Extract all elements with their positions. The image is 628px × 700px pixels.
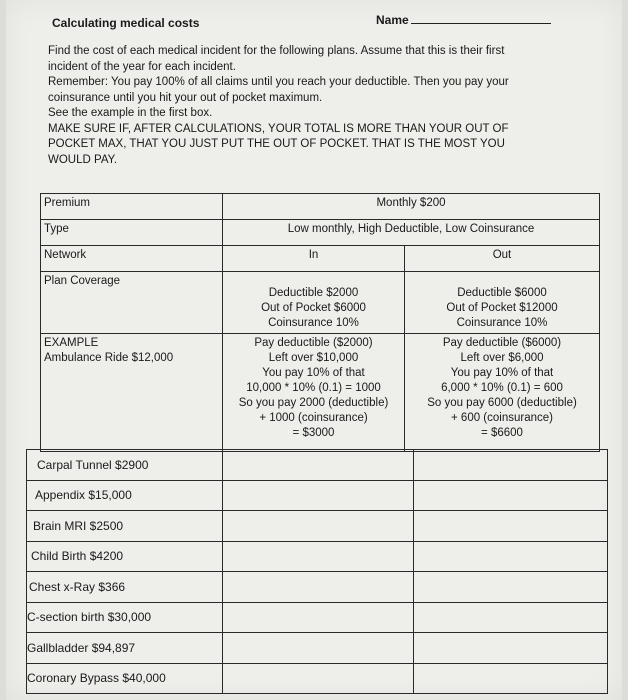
example-heading: EXAMPLE [44, 337, 99, 349]
plan-table [40, 193, 600, 452]
instruction-line: coinsurance until you hit your out of pocket maximum. [48, 91, 323, 104]
out-network-answer-cell[interactable] [414, 572, 608, 603]
calc-line: + 600 (coinsurance) [451, 412, 553, 424]
incident-label: Coronary Bypass $40,000 [27, 663, 223, 694]
out-network-answer-cell[interactable] [414, 450, 608, 481]
calc-line: = $6600 [481, 427, 523, 439]
incident-label: Chest x-Ray $366 [27, 572, 223, 603]
example-incident: Ambulance Ride $12,000 [44, 352, 174, 364]
example-out-calculation [405, 334, 600, 452]
incident-label: Carpal Tunnel $2900 [27, 450, 223, 481]
premium-value: Monthly $200 [223, 194, 600, 220]
calc-line: Left over $10,000 [268, 352, 359, 364]
name-field[interactable] [376, 13, 551, 27]
instruction-line: incident of the year for each incident. [48, 60, 236, 73]
in-network-answer-cell[interactable] [223, 663, 414, 694]
type-label: Type [41, 220, 223, 246]
coverage-out-oop: Out of Pocket $12000 [446, 302, 558, 314]
instruction-line: MAKE SURE IF, AFTER CALCULATIONS, YOUR TOTAL IS MORE THAN YOUR OUT OF [48, 122, 509, 135]
instructions [48, 44, 568, 168]
table-row [27, 602, 608, 633]
coverage-in-oop: Out of Pocket $6000 [261, 302, 366, 314]
in-network-answer-cell[interactable] [223, 450, 414, 481]
incident-label: Appendix $15,000 [27, 480, 223, 511]
type-value: Low monthly, High Deductible, Low Coinsurance [223, 220, 600, 246]
name-blank-line[interactable] [411, 13, 551, 24]
example-label [41, 334, 223, 452]
calc-line: You pay 10% of that [262, 367, 365, 379]
out-network-answer-cell[interactable] [414, 663, 608, 694]
incident-label: Child Birth $4200 [27, 541, 223, 572]
coverage-label: Plan Coverage [41, 272, 223, 334]
incident-table [26, 449, 608, 694]
table-row [27, 541, 608, 572]
calc-line: Left over $6,000 [460, 352, 544, 364]
example-in-calculation [223, 334, 405, 452]
network-label: Network [41, 246, 223, 272]
calc-line: So you pay 2000 (deductible) [238, 397, 389, 409]
instruction-line: WOULD PAY. [48, 153, 118, 166]
in-network-answer-cell[interactable] [223, 602, 414, 633]
table-row [27, 511, 608, 542]
calc-line: You pay 10% of that [450, 367, 554, 379]
instruction-line: Find the cost of each medical incident for the following plans. Assume that this is their first [48, 45, 505, 57]
incident-label: C-section birth $30,000 [27, 602, 223, 633]
in-network-answer-cell[interactable] [223, 511, 414, 542]
table-row [27, 450, 608, 481]
coverage-out [405, 272, 600, 334]
calc-line: Pay deductible ($6000) [442, 337, 562, 349]
coverage-in-deductible: Deductible $2000 [268, 287, 359, 299]
calc-line: 6,000 * 10% (0.1) = 600 [441, 382, 563, 394]
calc-line: 10,000 * 10% (0.1) = 1000 [246, 382, 381, 394]
coverage-out-coinsurance: Coinsurance 10% [456, 317, 548, 329]
calc-line: = $3000 [292, 427, 335, 439]
worksheet-title: Calculating medical costs [52, 16, 200, 30]
network-out: Out [405, 246, 600, 272]
instruction-line: See the example in the first box. [48, 107, 213, 119]
out-network-answer-cell[interactable] [414, 511, 608, 542]
out-network-answer-cell[interactable] [414, 480, 608, 511]
network-in: In [223, 246, 405, 272]
table-row [27, 572, 608, 603]
table-row [27, 480, 608, 511]
premium-label: Premium [41, 194, 223, 220]
in-network-answer-cell[interactable] [223, 541, 414, 572]
out-network-answer-cell[interactable] [414, 541, 608, 572]
name-label: Name [376, 13, 409, 27]
worksheet-page [6, 0, 622, 700]
calc-line: So you pay 6000 (deductible) [427, 397, 577, 409]
coverage-out-deductible: Deductible $6000 [457, 287, 547, 299]
table-row [27, 633, 608, 664]
out-network-answer-cell[interactable] [414, 602, 608, 633]
in-network-answer-cell[interactable] [223, 480, 414, 511]
out-network-answer-cell[interactable] [414, 633, 608, 664]
in-network-answer-cell[interactable] [223, 572, 414, 603]
incident-label: Gallbladder $94,897 [27, 633, 223, 664]
calc-line: Pay deductible ($2000) [254, 337, 373, 349]
in-network-answer-cell[interactable] [223, 633, 414, 664]
calc-line: + 1000 (coinsurance) [259, 412, 368, 424]
instruction-line: Remember: You pay 100% of all claims until you reach your deductible. Then you pay your [48, 76, 509, 88]
coverage-in [223, 272, 405, 334]
incident-label: Brain MRI $2500 [27, 511, 223, 542]
table-row [27, 663, 608, 694]
instruction-line: POCKET MAX, THAT YOU JUST PUT THE OUT OF POCKET. THAT IS THE MOST YOU [48, 138, 505, 150]
coverage-in-coinsurance: Coinsurance 10% [268, 317, 359, 329]
